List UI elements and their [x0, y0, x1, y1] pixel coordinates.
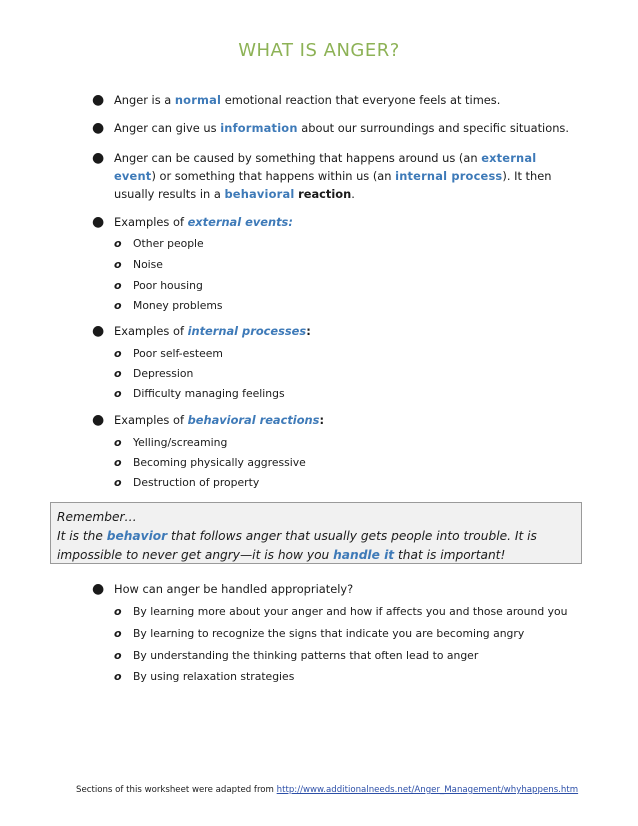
bullet-icon: ●: [92, 214, 105, 230]
source-link[interactable]: http://www.additionalneeds.net/Anger_Management/whyhappens.htm: [276, 785, 579, 795]
bullet-icon: ●: [92, 150, 105, 166]
bullet-icon: ●: [92, 323, 105, 339]
bullet-icon: ●: [92, 92, 105, 108]
remember-callout: [50, 502, 582, 564]
page-title: WHAT IS ANGER?: [238, 40, 400, 61]
callout-body: It is the behavior that follows anger that usually gets people into trouble. It is impossible to never get angry—it is how you handle it that is important!: [57, 529, 537, 562]
bullet-icon: ●: [92, 120, 105, 136]
bullet-icon: ●: [92, 412, 105, 428]
footer-source: Sections of this worksheet were adapted from http://www.additionalneeds.net/Anger_Management/whyhappens.htm: [76, 785, 579, 795]
bullet-icon: ●: [92, 581, 105, 597]
callout-heading: Remember…: [57, 510, 137, 524]
